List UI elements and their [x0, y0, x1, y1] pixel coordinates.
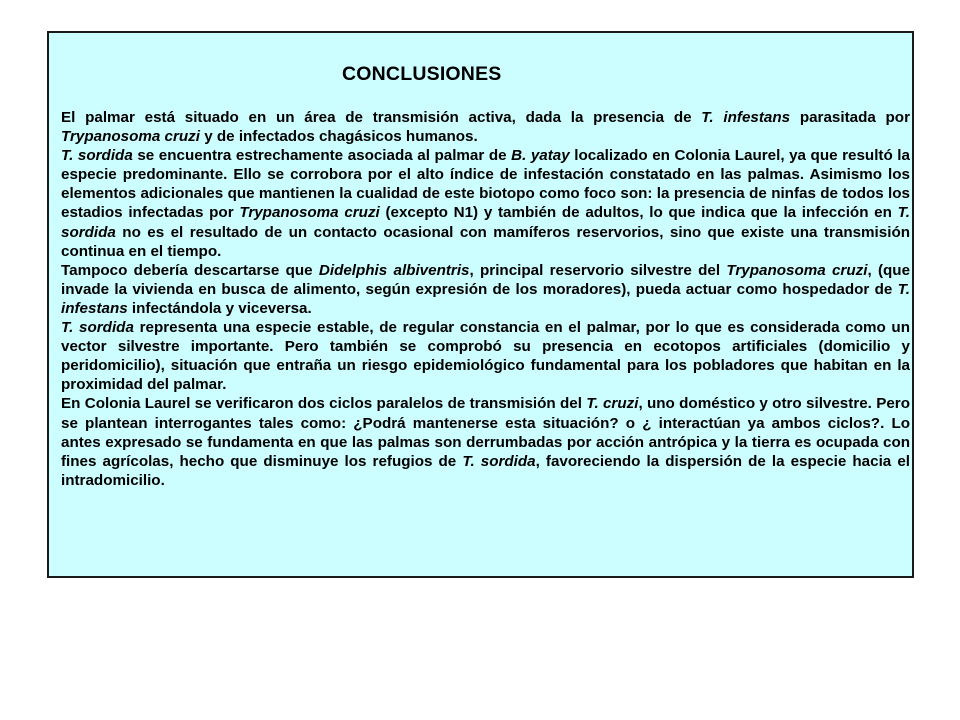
species-name: T. sordida [61, 319, 134, 337]
text-run: infectándola y viceversa. [127, 299, 312, 317]
paragraph [61, 394, 910, 489]
text-run: , (que invade la vivienda en busca de alimento, según expresión de los moradores), pueda actuar como hospedador de [61, 261, 911, 298]
page-title: CONCLUSIONES [342, 63, 502, 85]
text-run: , uno doméstico y otro silvestre. Pero se plantean interrogantes tales como: ¿Podrá mantenerse esta situación? o ¿ interactúan ya ambos ciclos?. Lo antes expresado se fundamenta en que las palmas son derrumbadas por acción antrópica y la tierra es ocupada con fines agrícolas, hecho que disminuye los refugios de [61, 395, 910, 470]
paragraph [61, 261, 910, 318]
species-name: Trypanosoma cruzi [726, 261, 868, 279]
paragraph [61, 146, 910, 261]
text-run: parasitada por [790, 109, 910, 126]
text-run: representa una especie estable, de regular constancia en el palmar, por lo que es considerada como un vector silvestre importante. Pero también se comprobó su presencia en ecotopos artificiales (domicilio y peridomicilio), situación que entraña un riesgo epidemiológico fundamental para los pobladores que habitan en la proximidad del palmar. [61, 319, 910, 394]
text-run: (excepto N1) y también de adultos, lo que indica que la infección en [379, 204, 898, 222]
species-name: T. sordida [61, 204, 910, 241]
species-name: T. sordida [61, 147, 133, 165]
paragraph [61, 318, 910, 394]
conclusions-body [61, 108, 910, 490]
text-run: , favoreciendo la dispersión de la especie hacia el intradomicilio. [61, 452, 910, 489]
text-run: En Colonia Laurel se verificaron dos ciclos paralelos de transmisión del [61, 395, 587, 413]
text-run: , principal reservorio silvestre del [469, 261, 727, 279]
species-name: Trypanosoma cruzi [239, 204, 380, 222]
species-name: T. infestans [701, 109, 791, 126]
species-name: Trypanosoma cruzi [61, 128, 200, 146]
species-name: B. yatay [511, 147, 570, 165]
text-run: El palmar está situado en un área de transmisión activa, dada la presencia de [61, 109, 702, 126]
paragraph [61, 108, 910, 146]
text-run: localizado en Colonia Laurel, ya que resultó la especie predominante. Ello se corrobora por el alto índice de infestación constatado en las palmas. Asimismo los elementos adicionales que mantienen la cualidad de este biotopo como foco son: la presencia de ninfas de todos los estadios infectadas por [61, 147, 910, 222]
text-run: Tampoco debería descartarse que [61, 261, 319, 279]
text-run: y de infectados chagásicos humanos. [199, 128, 478, 146]
species-name: Didelphis albiventris [318, 261, 470, 279]
text-run: se encuentra estrechamente asociada al palmar de [132, 147, 512, 165]
text-run: no es el resultado de un contacto ocasional con mamíferos reservorios, sino que existe una transmisión continua en el tiempo. [61, 223, 910, 260]
species-name: T. sordida [462, 452, 536, 470]
species-name: T. infestans [61, 280, 910, 317]
species-name: T. cruzi [586, 395, 639, 413]
conclusions-panel [47, 31, 914, 578]
